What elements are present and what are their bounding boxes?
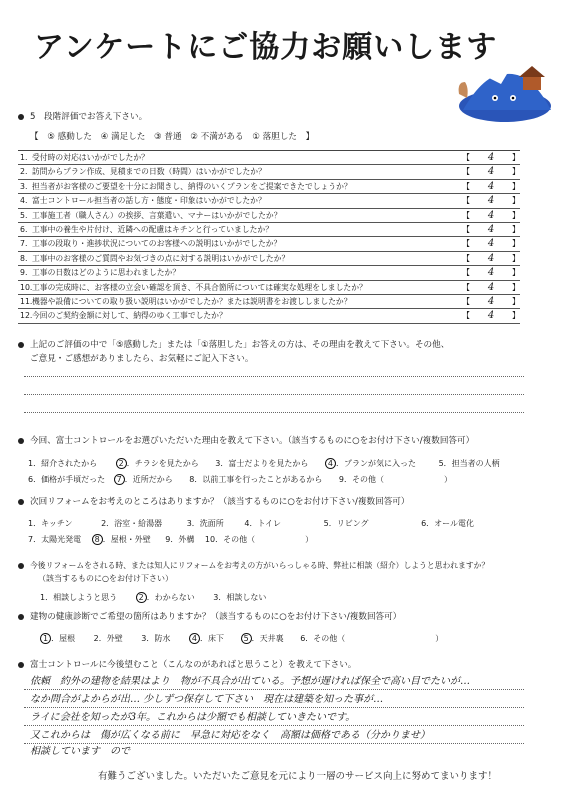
reason-option-7[interactable]: 7 ．近所だから [114,474,173,485]
question-number: 11. [20,296,33,306]
question-text: 受付時の対応はいかがでしたか？ [32,153,149,162]
rating-row [18,209,520,223]
consult-option-1[interactable]: 1．相談しようと思う [40,593,118,602]
section-comments-heading: 上記のご評価の中で「⑤感動した」または「①落胆した」お答えの方は、その理由を教えて下さい。その他、 [18,338,449,350]
reform-option-6[interactable]: 6．オール電化 [421,519,475,528]
section-next-reform-heading: 次回リフォームをお考えのところはありますか？（該当するものに○をお付け下さい/複数回答可） [18,495,410,507]
handwritten-line-3: ライに会社を知ったが3年。これからは少額でも相談していきたいです。 [30,712,356,723]
question-number: 10. [20,282,33,292]
rating-row [18,295,520,309]
comment-line[interactable] [24,375,524,377]
bullet-icon [18,438,24,444]
answer-field[interactable]: 【 4 】 [466,165,516,178]
reason-option-5[interactable]: 5．担当者の人柄 [438,459,500,468]
next-reform-row2 [28,534,313,545]
reform-option-7[interactable]: 7．太陽光発電 [28,535,82,544]
inspection-option-1[interactable]: 1 ．屋根 [40,633,75,644]
handwritten-line-1: 依頼 約外の建物を結果はより 物が不具合が出ている。予想が遅ければ保全で高い目でたいが… [30,676,470,687]
reason-option-1[interactable]: 1．紹介されたから [28,459,98,468]
section-reason-heading: 今回、富士コントロールをお選びいただいた理由を教えて下さい。（該当するものに○をお付け下さい/複数回答可） [18,434,474,446]
question-text: 工事の完成時に、お客様の立会い確認を頂き、不具合箇所については確実な処理をしましたか？ [32,282,367,292]
house-mascot-icon [455,64,560,126]
question-number: 4. [20,196,28,206]
section-wishes-heading: 富士コントロールに今後望むこと（こんなのがあればと思うこと）を教えて下さい。 [18,658,356,670]
question-text: 富士コントロール担当者の話し方・態度・印象はいかがでしたか？ [32,196,266,206]
inspection-option-5[interactable]: 5 ．天井裏 [241,633,284,644]
rating-row [18,237,520,251]
inspection-option-6[interactable]: 6．その他（ ） [300,634,444,643]
reform-option-1[interactable]: 1．キッチン [28,519,73,528]
section-consult-note: （該当するものに○をお付け下さい） [38,574,173,583]
bullet-icon [18,662,24,668]
section-inspection-heading: 建物の健康診断でご希望の箇所はありますか？（該当するものに○をお付け下さい/複数回答可） [18,610,401,622]
comment-line[interactable] [24,393,524,395]
reform-option-10[interactable]: 10．その他（ ） [204,535,314,544]
reason-option-8[interactable]: 8．以前工事を行ったことがあるから [189,475,323,484]
question-number: 1. [20,153,28,162]
question-number: 7. [20,239,28,249]
rating-row [18,194,520,208]
reason-option-3[interactable]: 3．富士だよりを見たから [215,459,309,468]
handwritten-line-2: なか問合がよからが出… 少しずつ保存して下さい 現在は建築を知った事が… [30,694,384,705]
question-number: 6. [20,224,28,234]
reason-option-6[interactable]: 6．価格が手頃だった [28,475,106,484]
answer-field[interactable]: 【 4 】 [466,252,516,265]
reason-option-9[interactable]: 9．その他（ ） [338,475,453,484]
answer-field[interactable]: 【 4 】 [466,209,516,222]
question-text: 機器や設備についての取り扱い説明はいかがでしたか？または説明書をお渡ししましたか？ [32,296,352,306]
answer-field[interactable]: 【 4 】 [466,281,516,294]
reform-option-5[interactable]: 5．リビング [323,519,369,528]
survey-title: アンケートにご協力お願いします [34,30,498,65]
next-reform-row1 [28,518,474,529]
question-text: 工事の段取り・進捗状況についてのお客様への説明はいかがでしたか？ [32,239,282,249]
question-number: 12. [20,311,33,321]
rating-row [18,151,520,165]
answer-field[interactable]: 【 4 】 [466,237,516,250]
question-text: 工事施工者（職人さん）の挨拶、言葉遣い、マナーはいかがでしたか？ [32,210,282,220]
section-comments-line2: ご意見・ご感想がありましたら、お気軽にご記入下さい。 [30,354,254,364]
consult-option-2[interactable]: 2 ．わからない [136,592,195,603]
footer-thanks: 有難うございました。いただいたご意見を元により一層のサービス向上に努めてまいります！ [98,771,498,782]
handwritten-line-4: 又これからは 傷が広くなる前に 早急に対応をなく 高額は価格である（分かりませ） [30,730,430,741]
question-number: 5. [20,210,28,220]
question-number: 2. [20,167,28,177]
question-number: 9. [20,268,28,278]
bullet-icon [18,342,24,348]
reason-options-row2 [28,474,452,485]
rating-row [18,309,520,323]
bullet-icon [18,614,24,620]
reason-option-2[interactable]: 2 ．チラシを見たから [116,458,199,469]
answer-field[interactable]: 【 4 】 [466,223,516,236]
section-consult-heading: 今後リフォームをされる時、または知人にリフォームをお考えの方がいらっしゃる時、弊社に相談（紹介）しようと思われますか？ [18,560,489,571]
question-text: 工事中のお客様のご質問やお気づきの点に対する説明はいかがでしたか？ [32,253,290,263]
rating-row [18,266,520,280]
reason-options-row1 [28,458,500,469]
reform-option-3[interactable]: 3．洗面所 [186,519,224,528]
reform-option-8[interactable]: 8 ．屋根・外壁 [92,534,151,545]
rating-row [18,281,520,295]
reform-option-2[interactable]: 2．浴室・給湯器 [101,519,163,528]
question-text: 今回のご契約金額に対して、納得のゆく工事でしたか？ [32,311,227,321]
reason-option-4[interactable]: 4 ．プランが気に入った [325,458,416,469]
answer-field[interactable]: 【 4 】 [466,180,516,193]
reform-option-4[interactable]: 4．トイレ [244,519,282,528]
rating-table [18,150,520,324]
question-text: 工事の日数はどのように思われましたか？ [32,268,181,278]
inspection-option-4[interactable]: 4 ．床下 [189,633,224,644]
inspection-options [40,633,443,644]
answer-field[interactable]: 【 4 】 [466,295,516,308]
consult-option-3[interactable]: 3．相談しない [213,593,267,602]
bullet-icon [18,499,24,505]
reform-option-9[interactable]: 9．外構 [165,535,195,544]
inspection-option-3[interactable]: 3．防水 [141,634,171,643]
bullet-icon [18,563,24,569]
rating-row [18,165,520,179]
answer-field[interactable]: 【 4 】 [466,266,516,279]
rating-row [18,180,520,194]
inspection-option-2[interactable]: 2．外壁 [93,634,123,643]
rating-scale: 【 ⑤ 感動した ④ 満足した ③ 普通 ② 不満がある ① 落胆した 】 [30,132,315,142]
section-rating-heading: 5 段階評価でお答え下さい。 [18,110,147,122]
question-text: 担当者がお客様のご要望を十分にお聞きし、納得のいくプランをご提案できたでしょうか？ [32,181,352,191]
question-number: 3. [20,181,28,191]
question-text: 工事中の養生や片付け、近隣への配慮はキチンと行っていましたか？ [32,224,273,234]
rating-row [18,252,520,266]
answer-field[interactable]: 【 4 】 [466,194,516,207]
comment-line[interactable] [24,411,524,413]
bullet-icon [18,114,24,120]
answer-field[interactable]: 【 4 】 [466,309,516,322]
handwritten-line-5: 相談しています ので [30,746,130,757]
question-number: 8. [20,253,28,263]
question-text: 訪問からプラン作成、見積までの日数（時間）はいかがでしたか？ [32,167,266,177]
consult-options [40,592,266,603]
answer-field[interactable]: 【 4 】 [466,151,516,164]
rating-row [18,223,520,237]
